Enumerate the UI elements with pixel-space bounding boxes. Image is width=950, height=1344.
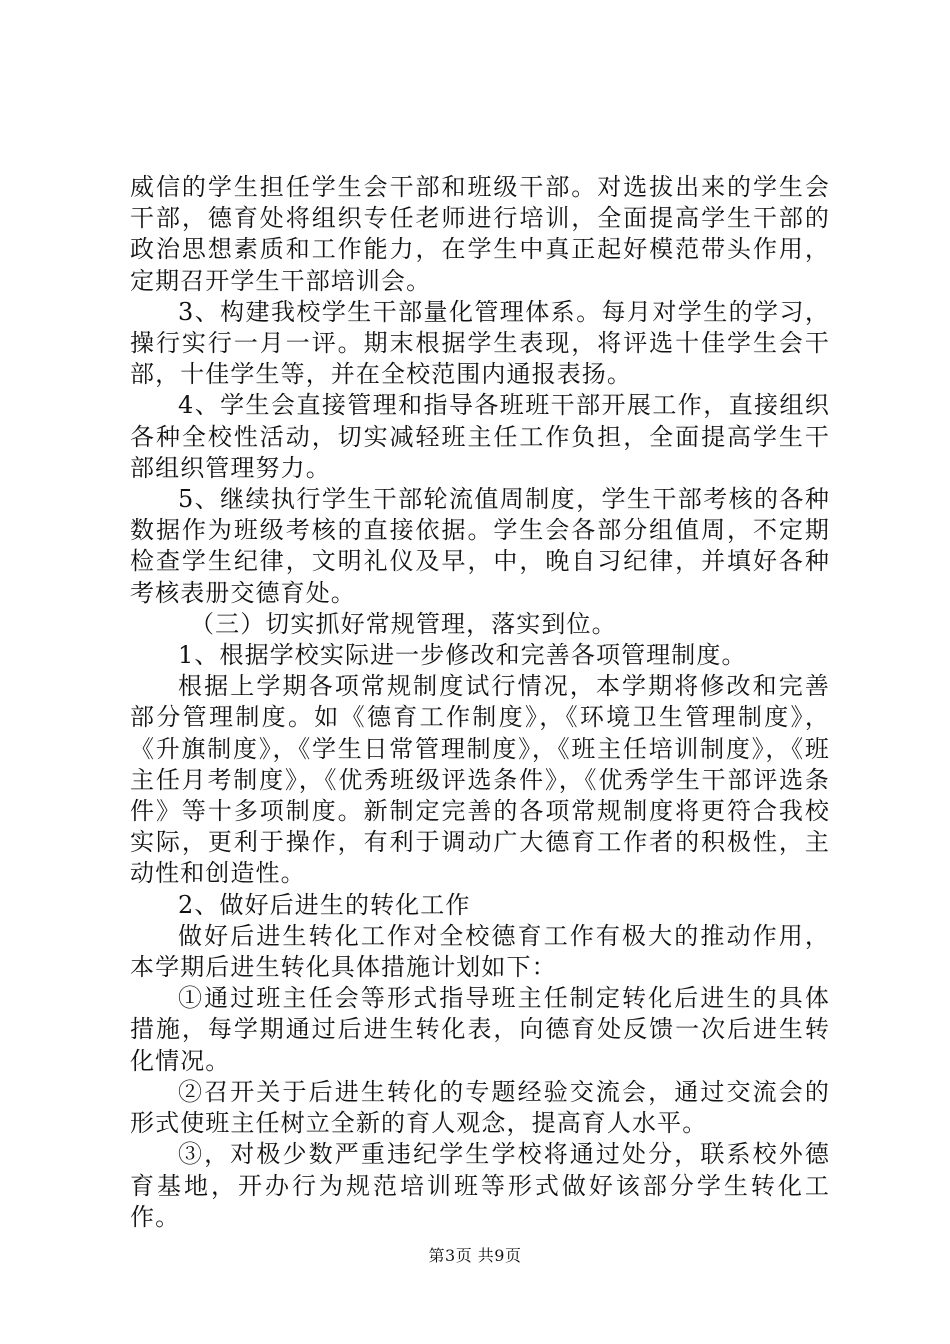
subheading-2: 2、做好后进生的转化工作 — [178, 890, 471, 919]
paragraph-item-3: 3、构建我校学生干部量化管理体系。每月对学生的学习，操行实行一月一评。期末根据学生表现，将评选十佳学生会干部，十佳学生等，并在全校范围内通报表扬。 — [130, 297, 830, 389]
paragraph-intro-measures: 做好后进生转化工作对全校德育工作有极大的推动作用，本学期后进生转化具体措施计划如下： — [130, 921, 830, 982]
measure-item-1: ①通过班主任会等形式指导班主任制定转化后进生的具体措施，每学期通过后进生转化表，向德育处反馈一次后进生转化情况。 — [130, 984, 830, 1075]
paragraph-continuation: 威信的学生担任学生会干部和班级干部。对选拔出来的学生会干部，德育处将组织专任老师进行培训，全面提高学生干部的政治思想素质和工作能力，在学生中真正起好模范带头作用，定期召开学生干部培训会。 — [130, 173, 830, 295]
paragraph-regulations: 根据上学期各项常规制度试行情况，本学期将修改和完善部分管理制度。如《德育工作制度》，《环境卫生管理制度》，《升旗制度》，《学生日常管理制度》，《班主任培训制度》，《班主任月考制度》，《优秀班级评选条件》，《优秀学生干部评选条件》等十多项制度。新制定完善的各项常规制度将更符合我校实际，更利于操作，有利于调动广大德育工作者的积极性，主动性和创造性。 — [130, 672, 830, 888]
page-number-footer: 第3页 共9页 — [428, 1246, 522, 1265]
paragraph-item-4: 4、学生会直接管理和指导各班班干部开展工作，直接组织各种全校性活动，切实减轻班主任工作负担，全面提高学生干部组织管理努力。 — [130, 391, 830, 482]
subheading-1: 1、根据学校实际进一步修改和完善各项管理制度。 — [178, 641, 747, 670]
document-body — [130, 172, 830, 1233]
measure-item-2: ②召开关于后进生转化的专题经验交流会，通过交流会的形式使班主任树立全新的育人观念，提高育人水平。 — [130, 1077, 830, 1138]
measure-item-3: ③，对极少数严重违纪学生学校将通过处分，联系校外德育基地，开办行为规范培训班等形式做好该部分学生转化工作。 — [130, 1140, 830, 1231]
paragraph-item-5: 5、继续执行学生干部轮流值周制度，学生干部考核的各种数据作为班级考核的直接依据。学生会各部分组值周，不定期检查学生纪律，文明礼仪及早，中，晚自习纪律，并填好各种考核表册交德育处。 — [130, 485, 830, 607]
section-heading-3: （三）切实抓好常规管理，落实到位。 — [190, 609, 617, 638]
